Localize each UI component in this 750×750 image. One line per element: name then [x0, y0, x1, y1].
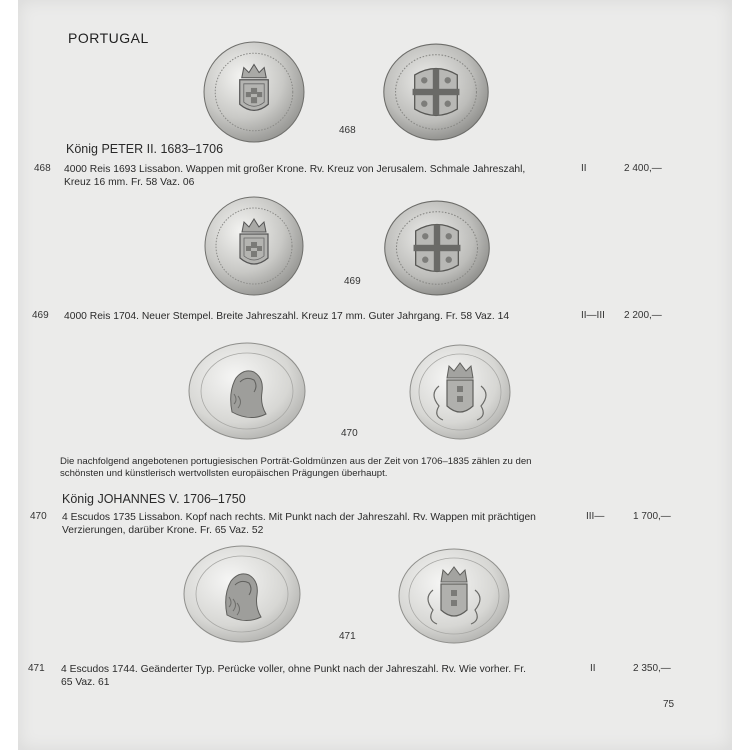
ruler-heading-peter-ii: König PETER II. 1683–1706 [66, 142, 224, 156]
lot-471-number: 471 [28, 663, 45, 674]
lot-468-image-caption: 468 [339, 125, 356, 136]
ruler-heading-johannes-v: König JOHANNES V. 1706–1750 [62, 492, 246, 506]
lot-470-price: 1 700,— [633, 511, 671, 522]
portrait-coins-note: Die nachfolgend angebotenen portugiesischen Porträt-Goldmünzen aus der Zeit von 1706–1835 zählen zu den schönsten und künstlerisch wertvollsten europäischen Prägungen überhaupt. [60, 456, 532, 479]
lot-469-image-caption: 469 [344, 276, 361, 287]
lot-470-image-caption: 470 [341, 428, 358, 439]
lot-469-price: 2 200,— [624, 310, 662, 321]
lot-471-description: 4 Escudos 1744. Geänderter Typ. Perücke voller, ohne Punkt nach der Jahreszahl. Rv. Wie vorher. Fr. 65 Vaz. 61 [61, 664, 526, 688]
coin-471-reverse-image [398, 548, 510, 644]
coin-468-obverse-image [203, 41, 305, 143]
coin-470-obverse-image [188, 342, 306, 440]
coin-468-reverse-image [382, 43, 490, 141]
lot-470-grade: III— [586, 511, 605, 522]
lot-471-price: 2 350,— [633, 663, 671, 674]
lot-468-number: 468 [34, 163, 51, 174]
lot-469-description: 4000 Reis 1704. Neuer Stempel. Breite Jahreszahl. Kreuz 17 mm. Guter Jahrgang. Fr. 58 Vaz. 14 [64, 311, 510, 322]
catalog-page [18, 0, 732, 750]
lot-470-description: 4 Escudos 1735 Lissabon. Kopf nach rechts. Mit Punkt nach der Jahreszahl. Rv. Wappen mit prächtigen Verzierungen, darüber Krone. Fr. 65 Vaz. 52 [62, 512, 536, 536]
lot-470-number: 470 [30, 511, 47, 522]
coin-469-obverse-image [204, 196, 304, 296]
coin-470-reverse-image [409, 344, 511, 440]
lot-468-price: 2 400,— [624, 163, 662, 174]
coin-471-obverse-image [183, 545, 301, 643]
lot-468-description: 4000 Reis 1693 Lissabon. Wappen mit großer Krone. Rv. Kreuz von Jerusalem. Schmale Jahreszahl, Kreuz 16 mm. Fr. 58 Vaz. 06 [64, 164, 526, 188]
lot-471-image-caption: 471 [339, 631, 356, 642]
lot-469-number: 469 [32, 310, 49, 321]
lot-471-grade: II [590, 663, 596, 674]
lot-469-grade: II—III [581, 310, 605, 321]
lot-468-grade: II [581, 163, 587, 174]
page-number: 75 [663, 699, 675, 710]
page-header-country: PORTUGAL [68, 30, 149, 46]
coin-469-reverse-image [383, 200, 491, 296]
